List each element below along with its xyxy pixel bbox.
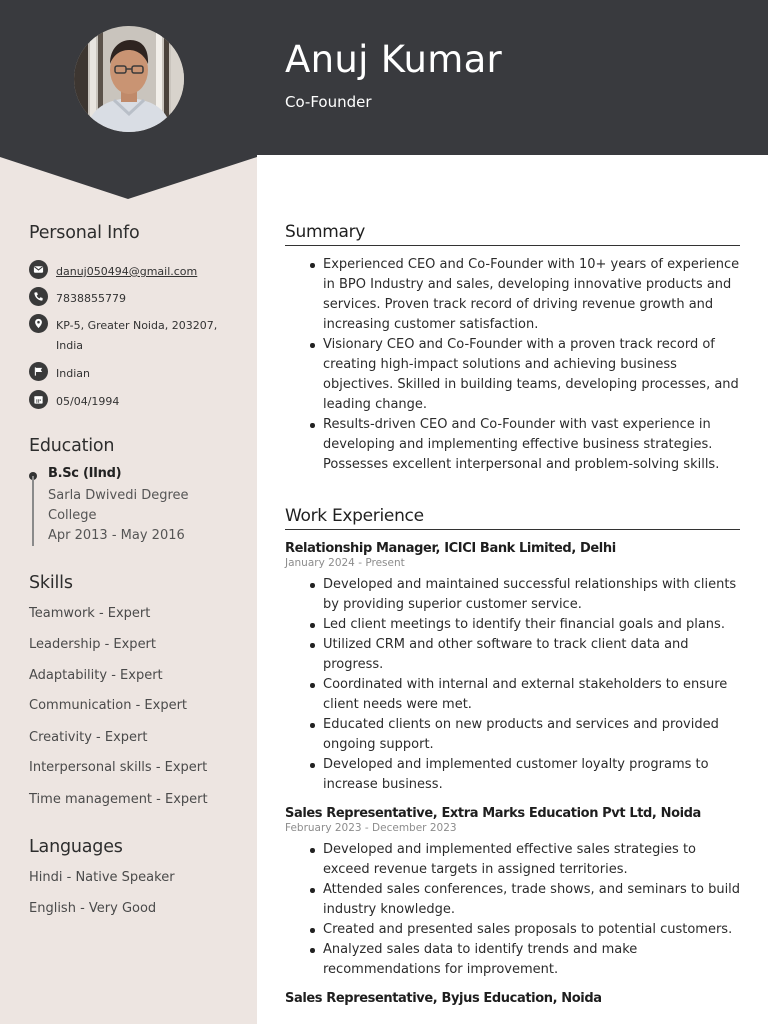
language-item: English - Very Good — [29, 901, 157, 916]
job-bullet: Attended sales conferences, trade shows, and seminars to build industry knowledge. — [285, 880, 745, 920]
calendar-icon — [29, 390, 48, 409]
job-bullet: Developed and implemented customer loyalty programs to increase business. — [285, 755, 745, 795]
skill-item: Time management - Expert — [29, 792, 208, 807]
job-bullets — [285, 840, 745, 980]
job-bullet: Educated clients on new products and services and provided ongoing support. — [285, 715, 745, 755]
education-degree: B.Sc (IInd) — [48, 466, 122, 481]
skill-item: Interpersonal skills - Expert — [29, 760, 208, 775]
summary-heading: Summary — [285, 222, 740, 246]
location-icon — [29, 314, 48, 333]
birthdate-text: 05/04/1994 — [56, 395, 120, 408]
skill-item: Adaptability - Expert — [29, 668, 163, 683]
phone-icon — [29, 287, 48, 306]
education-institution: Sarla Dwivedi Degree College — [48, 488, 189, 523]
job-bullet: Created and presented sales proposals to potential customers. — [285, 920, 745, 940]
job-title: Sales Representative, Extra Marks Education Pvt Ltd, Noida — [285, 806, 701, 821]
skills-heading: Skills — [29, 573, 73, 593]
email-text[interactable]: danuj050494@gmail.com — [56, 265, 198, 278]
nationality-text: Indian — [56, 367, 90, 380]
job-bullet: Developed and maintained successful relationships with clients by providing superior customer service. — [285, 575, 745, 615]
address-text: KP-5, Greater Noida, 203207, India — [56, 319, 218, 352]
languages-heading: Languages — [29, 837, 123, 857]
summary-bullet: Results-driven CEO and Co-Founder with vast experience in developing and implementing effective business strategies. Possesses excellent interpersonal and problem-solving skills. — [285, 415, 745, 475]
education-period: Apr 2013 - May 2016 — [48, 528, 185, 543]
job-bullet: Coordinated with internal and external stakeholders to ensure client needs were met. — [285, 675, 745, 715]
job-dates: February 2023 - December 2023 — [285, 822, 457, 834]
job-dates: January 2024 - Present — [285, 557, 405, 569]
timeline-line — [32, 476, 34, 546]
profile-photo — [74, 26, 184, 132]
skill-item: Teamwork - Expert — [29, 606, 151, 621]
job-bullets — [285, 575, 745, 795]
job-bullet: Utilized CRM and other software to track client data and progress. — [285, 635, 745, 675]
job-bullet: Developed and implemented effective sales strategies to exceed revenue targets in assigned territories. — [285, 840, 745, 880]
candidate-title: Co-Founder — [285, 93, 372, 111]
education-heading: Education — [29, 436, 115, 456]
summary-list — [285, 255, 745, 475]
job-title: Sales Representative, Byjus Education, Noida — [285, 991, 602, 1006]
job-title: Relationship Manager, ICICI Bank Limited, Delhi — [285, 541, 616, 556]
job-bullet: Analyzed sales data to identify trends and make recommendations for improvement. — [285, 940, 745, 980]
header-chevron — [0, 155, 257, 199]
language-item: Hindi - Native Speaker — [29, 870, 175, 885]
work-experience-heading: Work Experience — [285, 506, 740, 530]
candidate-name: Anuj Kumar — [285, 38, 503, 81]
email-icon — [29, 260, 48, 279]
skill-item: Leadership - Expert — [29, 637, 157, 652]
skill-item: Creativity - Expert — [29, 730, 148, 745]
summary-bullet: Experienced CEO and Co-Founder with 10+ years of experience in BPO Industry and sales, developing innovative products and services. Proven track record of driving revenue growth and increasing customer satisfaction. — [285, 255, 745, 335]
job-bullet: Led client meetings to identify their financial goals and plans. — [285, 615, 745, 635]
flag-icon — [29, 362, 48, 381]
personal-info-heading: Personal Info — [29, 223, 140, 243]
summary-bullet: Visionary CEO and Co-Founder with a proven track record of creating high-impact solutions and achieving business objectives. Skilled in building teams, developing processes, and leading change. — [285, 335, 745, 415]
skill-item: Communication - Expert — [29, 698, 188, 713]
phone-text: 7838855779 — [56, 292, 126, 305]
